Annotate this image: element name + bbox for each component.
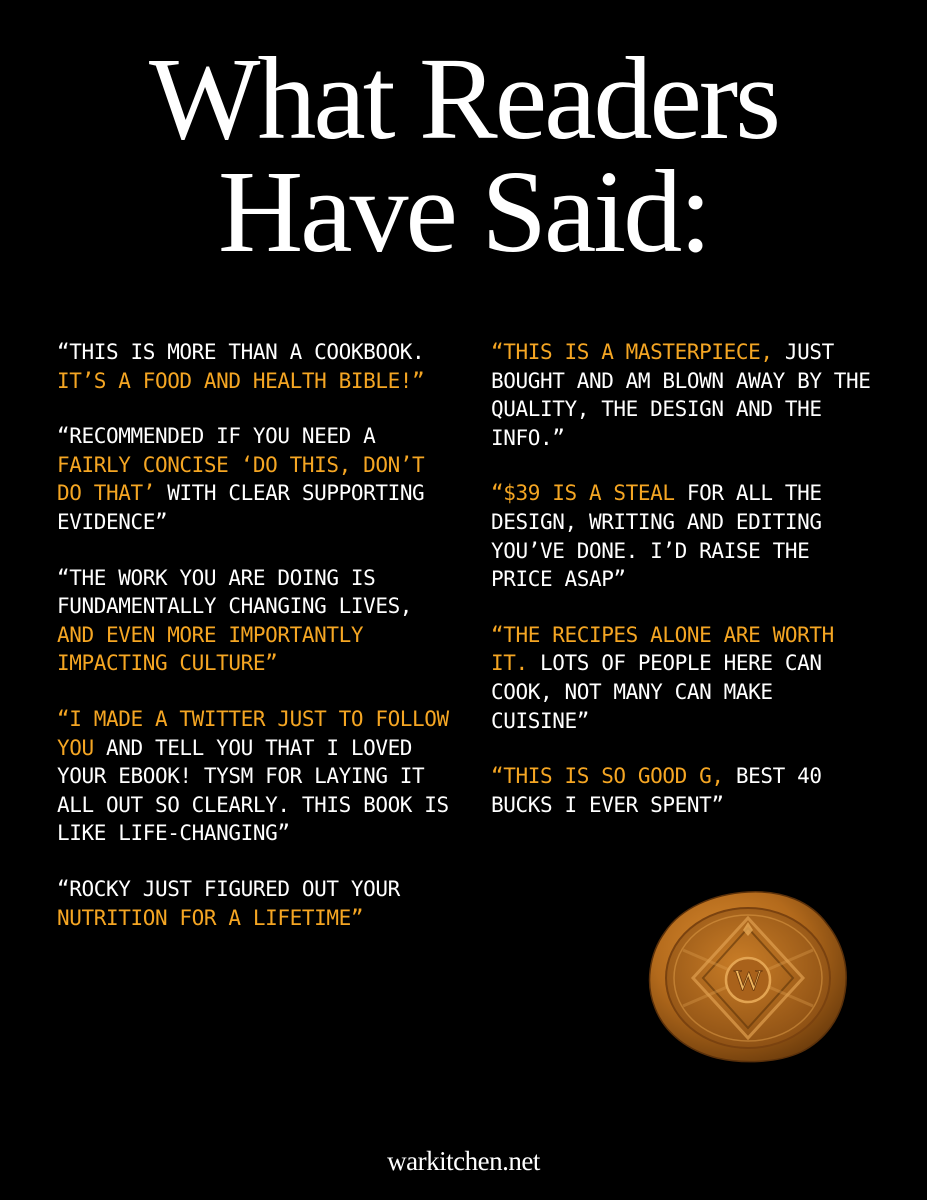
testimonial-quote xyxy=(57,705,457,848)
quote-highlight: “THE RECIPES ALONE ARE WORTH IT. xyxy=(491,622,834,676)
testimonial-quote xyxy=(57,564,457,678)
quote-text: “ROCKY JUST FIGURED OUT YOUR xyxy=(57,876,400,901)
testimonial-quote xyxy=(57,422,457,536)
quote-text: “RECOMMENDED IF YOU NEED A xyxy=(57,424,376,449)
quote-text: WITH CLEAR SUPPORTING EVIDENCE” xyxy=(57,481,425,534)
title-line-2: Have Said: xyxy=(217,146,710,277)
quote-text: “THE WORK YOU ARE DOING IS FUNDAMENTALLY CHANGING LIVES, xyxy=(57,565,413,619)
testimonials-left-column xyxy=(57,338,457,959)
quote-highlight: FAIRLY CONCISE ‘DO THIS, DON’T DO THAT’ xyxy=(57,452,425,506)
testimonial-quote xyxy=(57,338,457,395)
testimonial-quote xyxy=(491,479,871,593)
quote-highlight: “THIS IS A MASTERPIECE, xyxy=(491,340,773,364)
quote-text: JUST BOUGHT AND AM BLOWN AWAY BY THE QUALITY, THE DESIGN AND THE INFO.” xyxy=(491,340,871,450)
testimonial-quote xyxy=(491,762,871,819)
quote-highlight: “$39 IS A STEAL xyxy=(491,481,675,506)
footer-url: warkitchen.net xyxy=(387,1146,540,1176)
title-line-1: What Readers xyxy=(148,33,779,164)
quote-text: LOTS OF PEOPLE HERE CAN COOK, NOT MANY CAN MAKE CUISINE” xyxy=(491,651,822,733)
quote-highlight: IT’S A FOOD AND HEALTH BIBLE!” xyxy=(57,368,425,393)
quote-highlight: “THIS IS SO GOOD G, xyxy=(491,764,724,789)
quote-text: “THIS IS MORE THAN A COOKBOOK. xyxy=(57,340,425,364)
testimonial-quote xyxy=(491,338,871,452)
wax-seal-icon xyxy=(643,888,853,1063)
quote-text: FOR ALL THE DESIGN, WRITING AND EDITING YOU’VE DONE. I’D RAISE THE PRICE ASAP” xyxy=(491,481,822,592)
testimonial-quote xyxy=(491,621,871,735)
quote-highlight: AND EVEN MORE IMPORTANTLY IMPACTING CULTURE” xyxy=(57,622,364,676)
quote-highlight: NUTRITION FOR A LIFETIME” xyxy=(57,905,364,930)
testimonial-quote xyxy=(57,875,457,932)
testimonials-right-column xyxy=(491,338,871,846)
quote-text: AND TELL YOU THAT I LOVED YOUR EBOOK! TYSM FOR LAYING IT ALL OUT SO CLEARLY. THIS BOOK IS LIKE LIFE-CHANGING” xyxy=(57,735,449,846)
quote-highlight: “I MADE A TWITTER JUST TO FOLLOW YOU xyxy=(57,706,449,760)
seal-letter: W xyxy=(733,964,763,997)
quote-text: BEST 40 BUCKS I EVER SPENT” xyxy=(491,764,822,817)
page-title xyxy=(0,33,927,277)
